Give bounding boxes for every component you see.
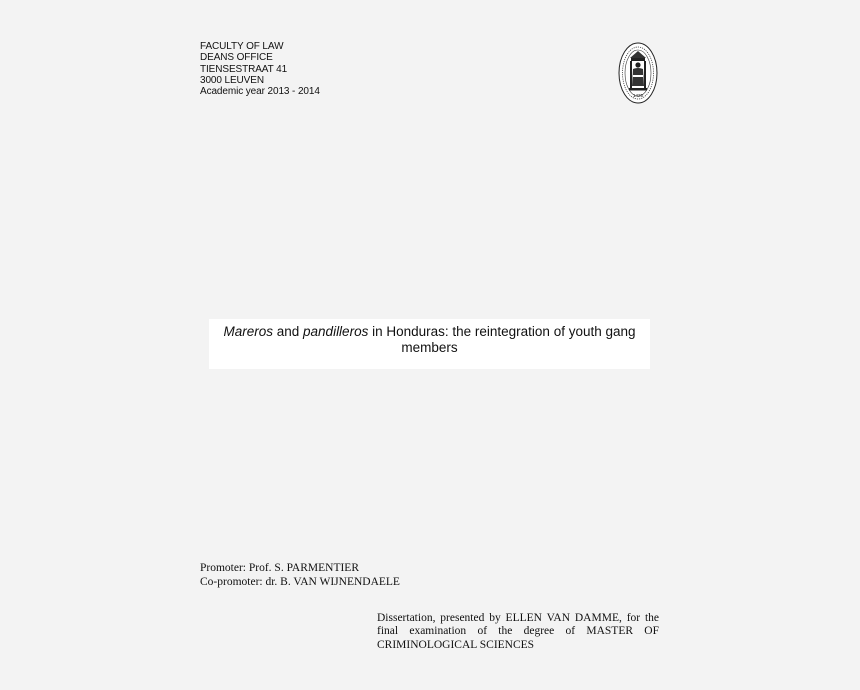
dissertation-title	[209, 319, 650, 369]
promoter-line: Promoter: Prof. S. PARMENTIER	[200, 562, 359, 574]
dissertation-statement: Dissertation, presented by ELLEN VAN DAMME, for the final examination of the degree of MASTER OF CRIMINOLOGICAL SCIENCES	[377, 612, 659, 651]
city-address: 3000 LEUVEN	[200, 74, 264, 86]
title-italic-mareros: Mareros	[223, 324, 273, 339]
title-italic-pandilleros: pandilleros	[303, 324, 369, 339]
university-seal-icon	[618, 42, 658, 104]
academic-year: Academic year 2013 - 2014	[200, 86, 320, 98]
promoters-block	[200, 562, 400, 589]
title-conjunction: and	[273, 324, 304, 339]
copromoter-line: Co-promoter: dr. B. VAN WIJNENDAELE	[200, 575, 400, 588]
faculty-address-block	[200, 41, 320, 97]
svg-text:1425: 1425	[632, 93, 644, 98]
office-name: DEANS OFFICE	[200, 52, 273, 64]
street-address: TIENSESTRAAT 41	[200, 63, 288, 75]
faculty-name: FACULTY OF LAW	[200, 41, 284, 52]
title-remainder: in Honduras: the reintegration of youth gang members	[368, 324, 636, 355]
